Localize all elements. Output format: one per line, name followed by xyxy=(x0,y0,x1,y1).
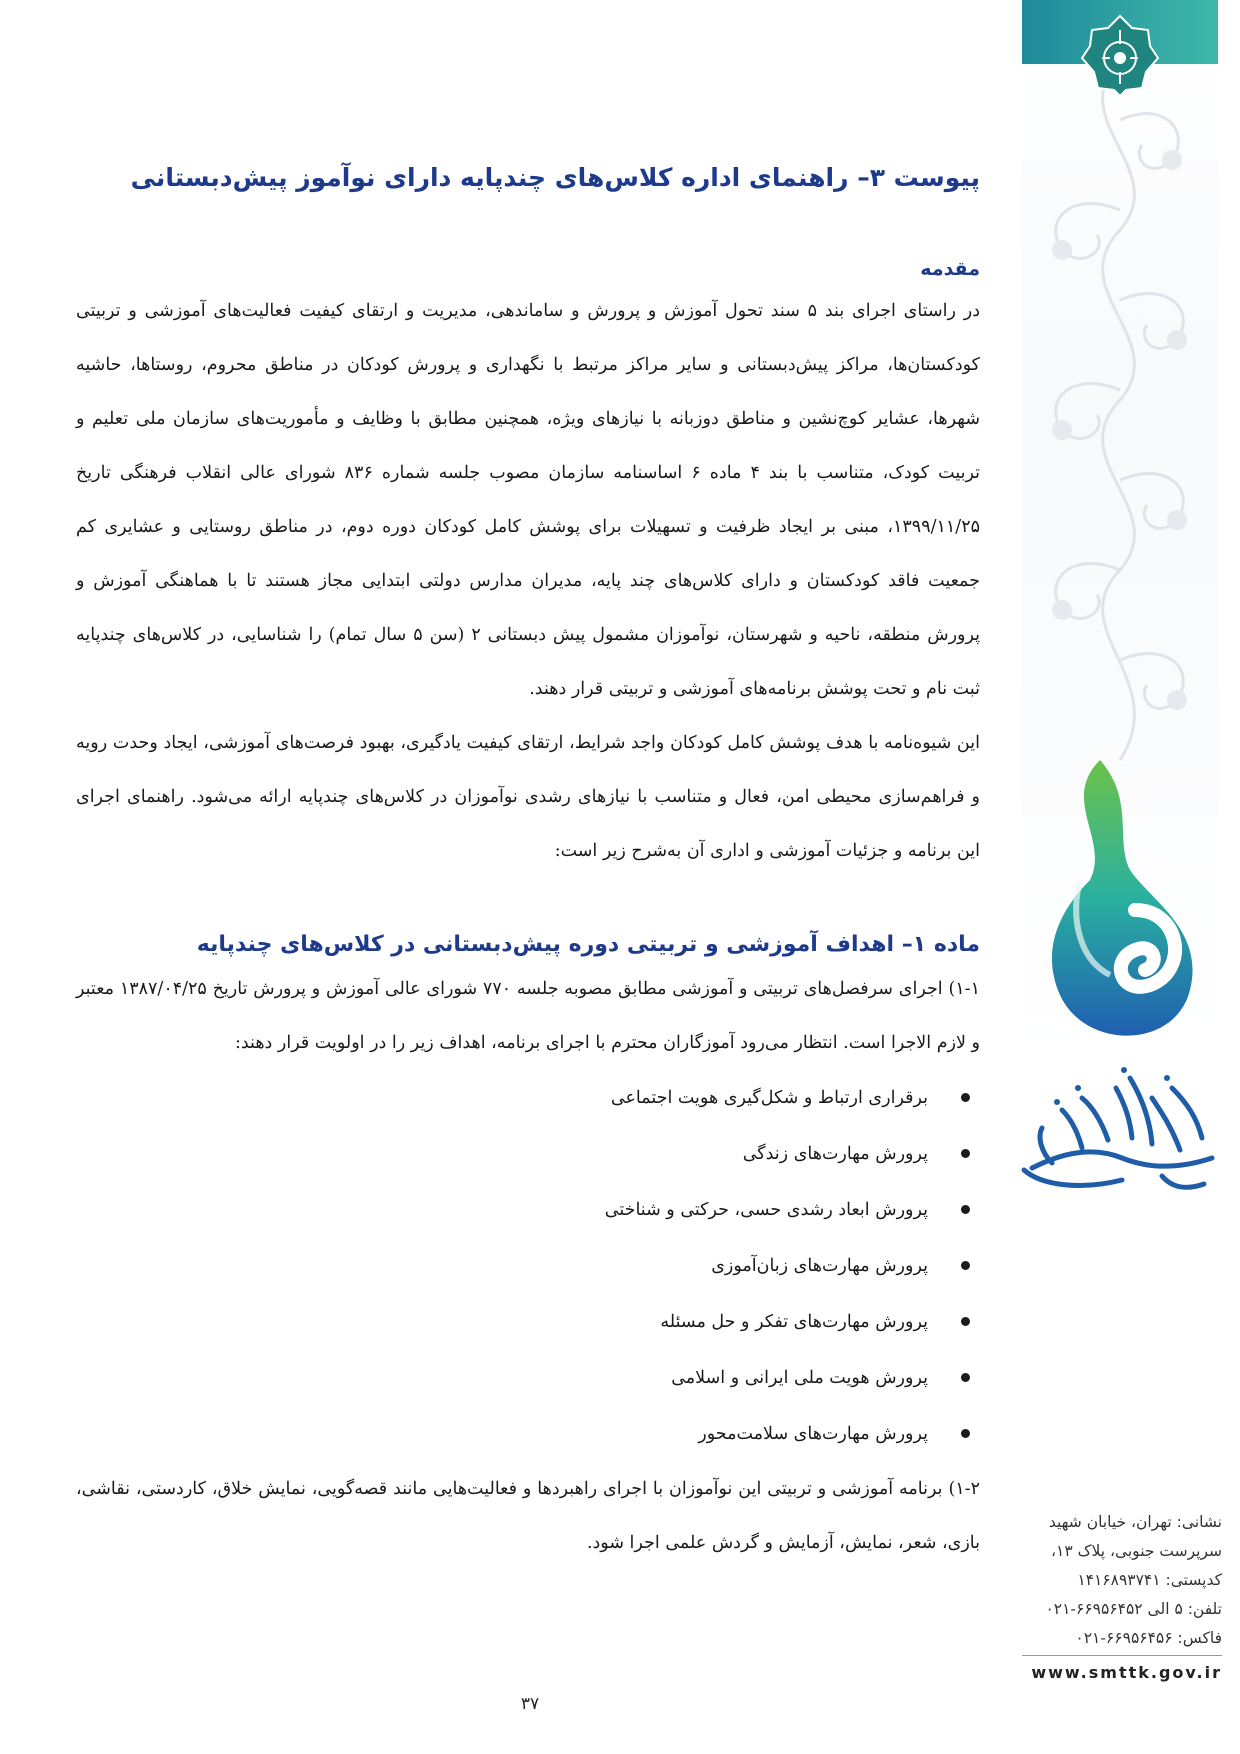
teal-drop-logo-icon xyxy=(1040,760,1200,1050)
address-block xyxy=(1022,1508,1222,1687)
address-line: نشانی: تهران، خیابان شهید xyxy=(1048,1513,1222,1531)
document-body xyxy=(76,150,980,1570)
bullet-icon xyxy=(961,1093,970,1102)
list-item-text: پرورش ابعاد رشدی حسی، حرکتی و شناختی xyxy=(604,1200,928,1220)
list-item-text: پرورش مهارت‌های سلامت‌محور xyxy=(698,1424,928,1444)
list-item xyxy=(76,1238,980,1294)
article-heading: ماده ۱– اهداف آموزشی و تربیتی دوره پیش‌دبستانی در کلاس‌های چندپایه xyxy=(196,932,980,957)
list-item xyxy=(76,1126,980,1182)
list-item-text: پرورش مهارت‌های تفکر و حل مسئله xyxy=(660,1312,928,1332)
floral-pattern-icon xyxy=(1022,60,1218,780)
bullet-icon xyxy=(961,1373,970,1382)
goals-list xyxy=(76,1070,980,1462)
list-item xyxy=(76,1294,980,1350)
phone-number: تلفن: ۵ الی ۶۶۹۵۶۴۵۲-۰۲۱ xyxy=(1045,1600,1222,1618)
page-title: پیوست ۳– راهنمای اداره کلاس‌های چندپایه دارای نوآموز پیش‌دبستانی xyxy=(130,163,980,192)
list-item-text: پرورش هویت ملی ایرانی و اسلامی xyxy=(671,1368,928,1388)
article-clause: ۱-۱) اجرای سرفصل‌های تربیتی و آموزشی مطابق مصوبه جلسه ۷۷۰ شورای عالی آموزش و پرورش تاریخ ۱۳۸۷/۰۴/۲۵ معتبر و لازم الاجرا است. انتظار می‌رود آموزگاران محترم با اجرای برنامه، اهداف زیر را در اولویت قرار دهند: xyxy=(76,979,980,1053)
decorative-band xyxy=(1022,0,1218,1060)
bullet-icon xyxy=(961,1205,970,1214)
website-link[interactable]: www.smttk.gov.ir xyxy=(1022,1655,1222,1687)
address-line: سرپرست جنوبی، پلاک ۱۳، xyxy=(1050,1542,1222,1560)
bullet-icon xyxy=(961,1261,970,1270)
page-number: ۳۷ xyxy=(520,1694,540,1714)
fax-number: فاکس: ۶۶۹۵۶۴۵۶-۰۲۱ xyxy=(1075,1629,1222,1647)
intro-paragraph: این شیوه‌نامه با هدف پوشش کامل کودکان واجد شرایط، ارتقای کیفیت یادگیری، بهبود فرصت‌های آموزشی، ایجاد وحدت رویه و فراهم‌سازی محیطی امن، فعال و متناسب با نیازهای رشدی نوآموزان در کلاس‌های چندپایه ارائه می‌شود. راهنمای اجرای این برنامه و جزئیات آموزشی و اداری آن به‌شرح زیر است: xyxy=(76,733,980,861)
bullet-icon xyxy=(961,1317,970,1326)
list-item xyxy=(76,1070,980,1126)
postal-code: کدپستی: ۱۴۱۶۸۹۳۷۴۱ xyxy=(1077,1571,1222,1589)
list-item-text: برقراری ارتباط و شکل‌گیری هویت اجتماعی xyxy=(610,1088,928,1108)
list-item xyxy=(76,1350,980,1406)
list-item-text: پرورش مهارت‌های زبان‌آموزی xyxy=(711,1256,928,1276)
arabesque-medallion-icon xyxy=(1080,14,1160,98)
intro-paragraph: در راستای اجرای بند ۵ سند تحول آموزش و پرورش و ساماندهی، مدیریت و ارتقای کیفیت فعالیت‌های آموزشی و تربیتی کودکستان‌ها، مراکز پیش‌دبستانی و سایر مراکز مرتبط با نگهداری و پرورش کودکان در مناطق محروم، روستاها، حاشیه شهرها، عشایر کوچ‌نشین و مناطق دوزبانه با نیازهای ویژه، همچنین مطابق با وظایف و مأموریت‌های سازمان ملی تعلیم و تربیت کودک، متناسب با بند ۴ ماده ۶ اساسنامه سازمان مصوب جلسه شماره ۸۳۶ شورای عالی انقلاب فرهنگی تاریخ ۱۳۹۹/۱۱/۲۵، مبنی بر ایجاد ظرفیت و تسهیلات برای پوشش کامل کودکان دوره دوم، در مناطق روستایی و عشایری کم جمعیت فاقد کودکستان و دارای کلاس‌های چند پایه، مدیران مدارس دولتی ابتدایی مجاز هستند تا با هماهنگی آموزش و پرورش منطقه، ناحیه و شهرستان، نوآموزان مشمول پیش دبستانی ۲ (سن ۵ سال تمام) را شناسایی، در کلاس‌های چندپایه ثبت نام و تحت پوشش برنامه‌های آموزشی و تربیتی قرار دهند. xyxy=(76,301,981,699)
list-item xyxy=(76,1406,980,1462)
article-clause: ۱-۲) برنامه آموزشی و تربیتی این نوآموزان با اجرای راهبردها و فعالیت‌هایی مانند قصه‌گویی، نمایش خلاق، کاردستی، نقاشی، بازی، شعر، نمایش، آزمایش و گردش علمی اجرا شود. xyxy=(76,1479,980,1553)
list-item-text: پرورش مهارت‌های زندگی xyxy=(742,1144,928,1164)
bullet-icon xyxy=(961,1429,970,1438)
intro-heading: مقدمه xyxy=(920,258,980,280)
bullet-icon xyxy=(961,1149,970,1158)
calligraphy-logo xyxy=(1012,1058,1222,1208)
list-item xyxy=(76,1182,980,1238)
